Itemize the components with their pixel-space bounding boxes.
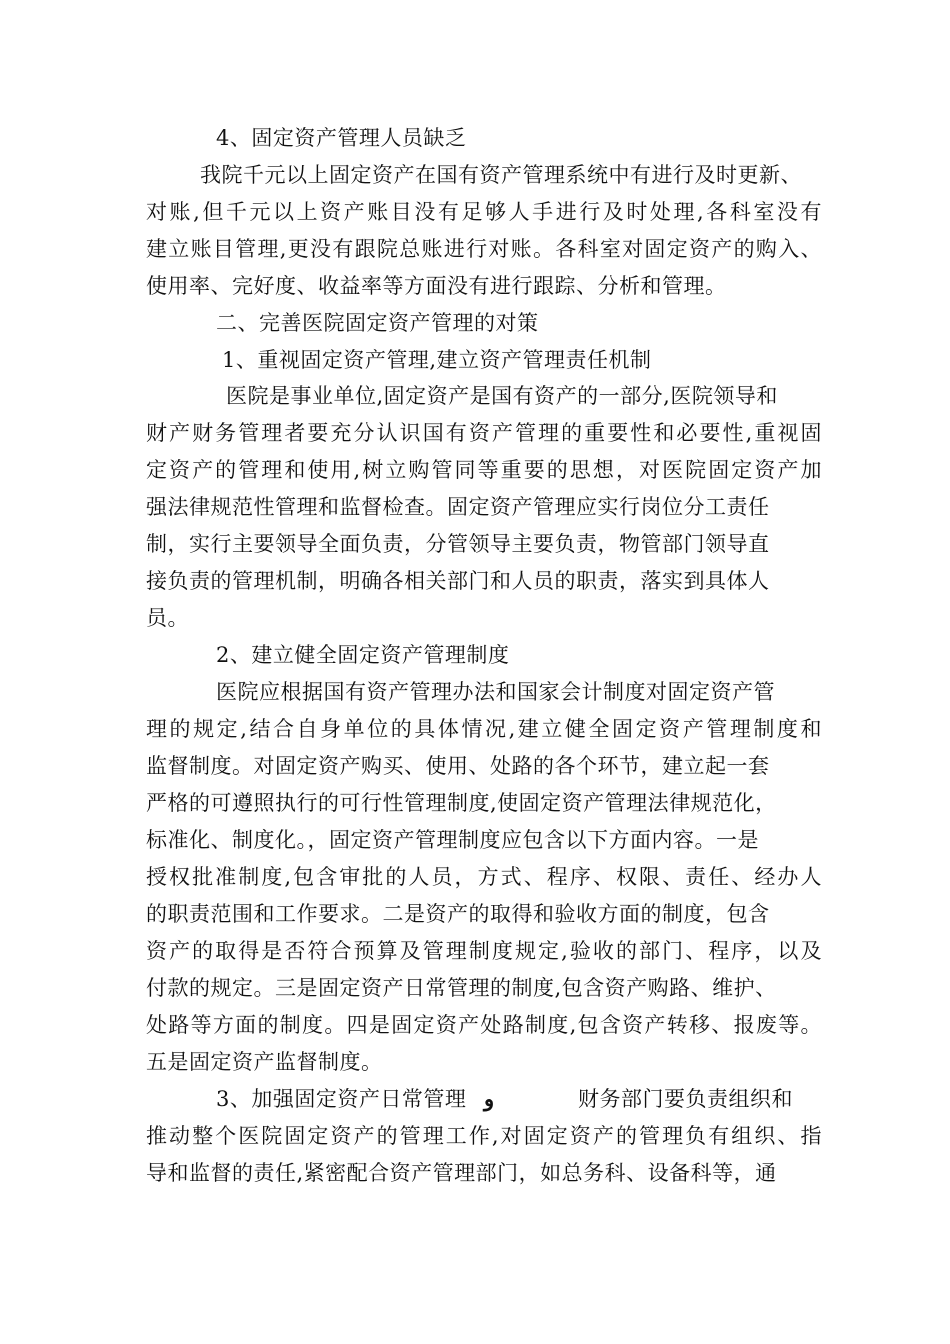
paragraph-line: 接负责的管理机制，明确各相关部门和人员的职责，落实到具体人 [146, 569, 770, 593]
heading-part-2: 二、完善医院固定资产管理的对策 [216, 311, 539, 335]
paragraph-line: 理的规定,结合自身单位的具体情况,建立健全固定资产管理制度和 [146, 717, 822, 741]
paragraph-line: 导和监督的责任,紧密配合资产管理部门，如总务科、设备科等，通 [146, 1161, 777, 1185]
paragraph-line: 使用率、完好度、收益率等方面没有进行跟踪、分析和管理。 [146, 274, 727, 298]
paragraph-line: 资产的取得是否符合预算及管理制度规定,验收的部门、程序，以及 [146, 939, 822, 963]
heading-subsection-2: 2、建立健全固定资产管理制度 [216, 643, 510, 667]
paragraph-line: 建立账目管理,更没有跟院总账进行对账。各科室对固定资产的购入、 [146, 237, 822, 261]
paragraph-line: 推动整个医院固定资产的管理工作,对固定资产的管理负有组织、指 [146, 1124, 822, 1148]
paragraph-line: 的职责范围和工作要求。二是资产的取得和验收方面的制度，包含 [146, 902, 770, 926]
paragraph-line: 定资产的管理和使用,树立购管同等重要的思想，对医院固定资产加 [146, 458, 822, 482]
paragraph-line: 严格的可遵照执行的可行性管理制度,使固定资产管理法律规范化， [146, 791, 777, 815]
paragraph-line: 授权批准制度,包含审批的人员，方式、程序、权限、责任、经办人 [146, 865, 822, 889]
paragraph-line: 我院千元以上固定资产在国有资产管理系统中有进行及时更新、 [200, 163, 802, 187]
paragraph-line: 员。 [146, 606, 189, 630]
paragraph-line: 处路等方面的制度。四是固定资产处路制度,包含资产转移、报废等。 [146, 1013, 822, 1037]
paragraph-line: 五是固定资产监督制度。 [146, 1050, 383, 1074]
paragraph-line: 医院应根据国有资产管理办法和国家会计制度对固定资产管 [216, 680, 775, 704]
heading-subsection-1: 1、重视固定资产管理,建立资产管理责任机制 [222, 348, 652, 372]
paragraph-line: 财务部门要负责组织和 [578, 1087, 793, 1111]
paragraph-line: 监督制度。对固定资产购买、使用、处路的各个环节，建立起一套 [146, 754, 770, 778]
paragraph-line: 对账,但千元以上资产账目没有足够人手进行及时处理,各科室没有 [146, 200, 822, 224]
heading-subsection-3: 3、加强固定资产日常管理 [216, 1087, 467, 1111]
paragraph-line: 标准化、制度化。，固定资产管理制度应包含以下方面内容。一是 [146, 828, 759, 852]
heading-section-4: 4、固定资产管理人员缺乏 [216, 126, 467, 150]
paragraph-line: 财产财务管理者要充分认识国有资产管理的重要性和必要性,重视固 [146, 421, 822, 445]
paragraph-line: 医院是事业单位,固定资产是国有资产的一部分,医院领导和 [226, 384, 778, 408]
paragraph-line: 付款的规定。三是固定资产日常管理的制度,包含资产购路、维护、 [146, 976, 777, 1000]
paragraph-line: 制，实行主要领导全面负责，分管领导主要负责，物管部门领导直 [146, 532, 770, 556]
paragraph-line: 强法律规范性管理和监督检查。固定资产管理应实行岗位分工责任 [146, 495, 770, 519]
stray-glyph: و [484, 1086, 495, 1111]
